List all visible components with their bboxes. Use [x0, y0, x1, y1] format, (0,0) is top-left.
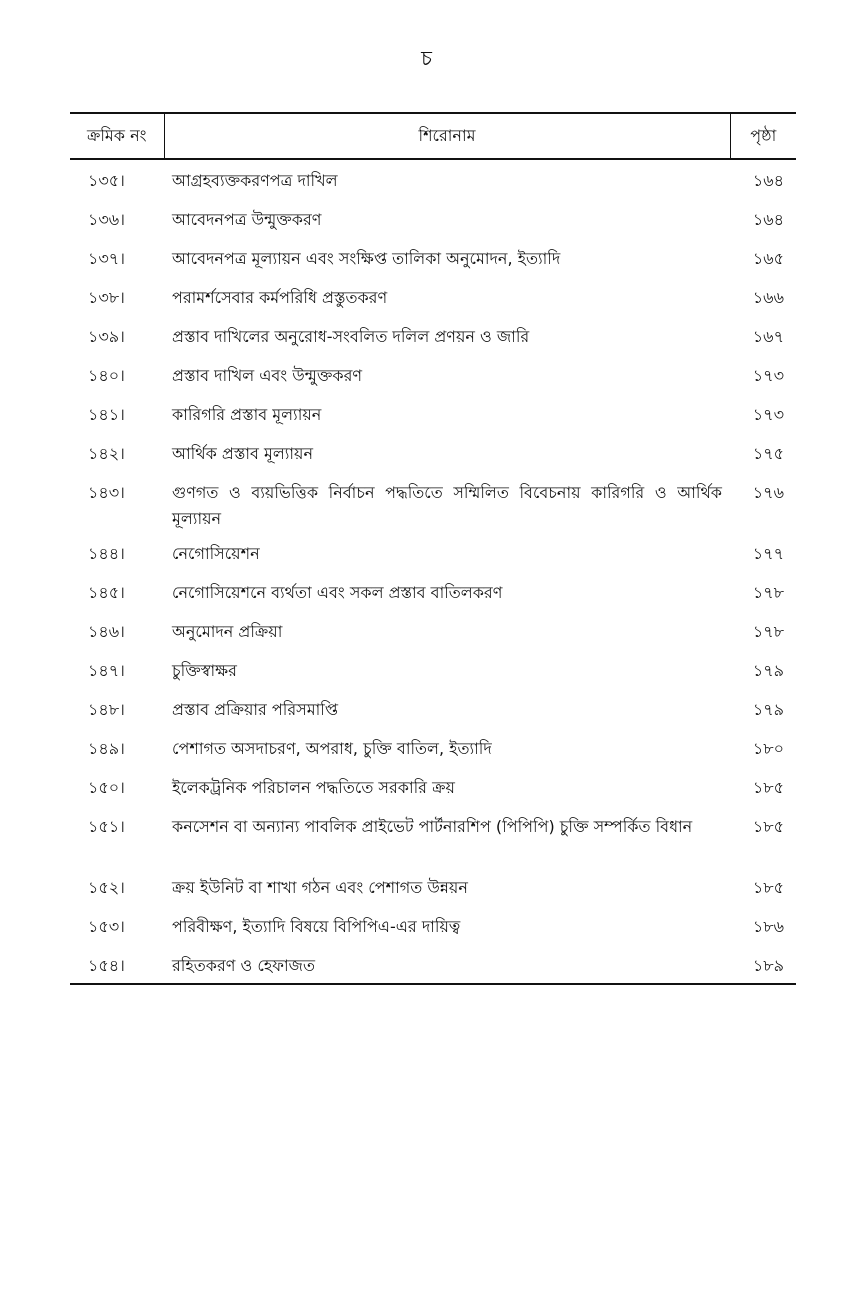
- row-serial: ১৩৮।: [88, 288, 125, 307]
- table-row: [70, 402, 796, 441]
- row-serial: ১৫৩।: [88, 917, 125, 936]
- table-row: [70, 814, 796, 875]
- row-title: গুণগত ও ব্যয়ভিত্তিক নির্বাচন পদ্ধতিতে সম্মিলিত বিবেচনায় কারিগরি ও আর্থিক মূল্যায়ন: [172, 483, 722, 528]
- row-serial: ১৪০।: [88, 366, 125, 385]
- row-page: ১৬৬: [752, 288, 784, 307]
- row-page: ১৭৯: [752, 661, 784, 680]
- row-page: ১৬৪: [752, 171, 784, 190]
- table-of-contents: [70, 112, 796, 985]
- row-serial: ১৩৯।: [88, 327, 125, 346]
- row-serial: ১৪১।: [88, 405, 125, 424]
- row-serial: ১৪৯।: [88, 739, 125, 758]
- table-row: [70, 914, 796, 953]
- row-title: পরিবীক্ষণ, ইত্যাদি বিষয়ে বিপিপিএ-এর দায়িত্ব: [172, 917, 461, 936]
- row-page: ১৭৩: [752, 405, 784, 424]
- header-serial: ক্রমিক নং: [70, 113, 164, 159]
- table-row: [70, 580, 796, 619]
- row-title: আবেদনপত্র মূল্যায়ন এবং সংক্ষিপ্ত তালিকা অনুমোদন, ইত্যাদি: [172, 249, 561, 268]
- table-row: [70, 658, 796, 697]
- table-row: [70, 775, 796, 814]
- row-page: ১৭৩: [752, 366, 784, 385]
- row-page: ১৮৬: [752, 917, 784, 936]
- table-row: [70, 285, 796, 324]
- row-serial: ১৫০।: [88, 778, 125, 797]
- row-title: প্রস্তাব প্রক্রিয়ার পরিসমাপ্তি: [172, 700, 338, 719]
- row-page: ১৭৬: [752, 483, 784, 502]
- row-serial: ১৪৬।: [88, 622, 125, 641]
- table-row: [70, 875, 796, 914]
- row-page: ১৭৭: [752, 544, 784, 563]
- row-title: কারিগরি প্রস্তাব মূল্যায়ন: [172, 405, 322, 424]
- row-page: ১৭৮: [752, 622, 784, 641]
- table-row: [70, 953, 796, 984]
- row-serial: ১৪৫।: [88, 583, 125, 602]
- row-serial: ১৩৭।: [88, 249, 125, 268]
- row-serial: ১৪৮।: [88, 700, 125, 719]
- table-row: [70, 159, 796, 207]
- row-title: আর্থিক প্রস্তাব মূল্যায়ন: [172, 444, 314, 463]
- row-title: প্রস্তাব দাখিল এবং উন্মুক্তকরণ: [172, 366, 363, 385]
- row-page: ১৮৫: [752, 817, 784, 836]
- row-title: অনুমোদন প্রক্রিয়া: [172, 622, 283, 641]
- row-title: পেশাগত অসদাচরণ, অপরাধ, চুক্তি বাতিল, ইত্যাদি: [172, 739, 492, 758]
- row-page: ১৬৫: [752, 249, 784, 268]
- row-title: পরামর্শসেবার কর্মপরিধি প্রস্তুতকরণ: [172, 288, 388, 307]
- row-title: চুক্তিস্বাক্ষর: [172, 661, 237, 680]
- row-title: রহিতকরণ ও হেফাজত: [164, 953, 730, 984]
- row-page: ১৮৫: [752, 778, 784, 797]
- header-page: পৃষ্ঠা: [730, 113, 796, 159]
- row-serial: ১৩৬।: [88, 210, 125, 229]
- table-row: [70, 541, 796, 580]
- row-page: ১৭৫: [752, 444, 784, 463]
- table-row: [70, 480, 796, 541]
- row-title: নেগোসিয়েশনে ব্যর্থতা এবং সকল প্রস্তাব বাতিলকরণ: [172, 583, 503, 602]
- row-page: ১৬৭: [752, 327, 784, 346]
- table-row: [70, 324, 796, 363]
- table-row: [70, 207, 796, 246]
- row-page: ১৮০: [752, 739, 784, 758]
- table-row: [70, 441, 796, 480]
- table-row: [70, 736, 796, 775]
- row-serial: ১৫২।: [88, 878, 125, 897]
- row-serial: ১৫১।: [88, 817, 125, 836]
- row-serial: ১৪৭।: [88, 661, 125, 680]
- row-serial: ১৪৩।: [88, 483, 125, 502]
- table-row: [70, 697, 796, 736]
- row-page: ১৭৮: [752, 583, 784, 602]
- row-page: ১৮৯: [730, 953, 796, 984]
- row-serial: ১৪৪।: [88, 544, 125, 563]
- table-row: [70, 619, 796, 658]
- row-title: ক্রয় ইউনিট বা শাখা গঠন এবং পেশাগত উন্নয়ন: [172, 878, 468, 897]
- row-serial: ১৫৪।: [70, 953, 164, 984]
- page-number: চ: [421, 46, 432, 70]
- row-title: আবেদনপত্র উন্মুক্তকরণ: [172, 210, 322, 229]
- row-title: ইলেকট্রনিক পরিচালন পদ্ধতিতে সরকারি ক্রয়: [172, 778, 455, 797]
- row-page: ১৬৪: [752, 210, 784, 229]
- row-serial: ১৪২।: [88, 444, 125, 463]
- row-title: প্রস্তাব দাখিলের অনুরোধ-সংবলিত দলিল প্রণয়ন ও জারি: [172, 327, 530, 346]
- row-title: আগ্রহব্যক্তকরণপত্র দাখিল: [172, 171, 338, 190]
- table-row: [70, 246, 796, 285]
- table-header-row: [70, 113, 796, 159]
- table-row: [70, 363, 796, 402]
- row-title: নেগোসিয়েশন: [172, 544, 260, 563]
- row-page: ১৮৫: [752, 878, 784, 897]
- header-title: শিরোনাম: [164, 113, 730, 159]
- row-page: ১৭৯: [752, 700, 784, 719]
- row-title: কনসেশন বা অন্যান্য পাবলিক প্রাইভেট পার্টনারশিপ (পিপিপি) চুক্তি সম্পর্কিত বিধান: [172, 817, 693, 836]
- row-serial: ১৩৫।: [88, 171, 125, 190]
